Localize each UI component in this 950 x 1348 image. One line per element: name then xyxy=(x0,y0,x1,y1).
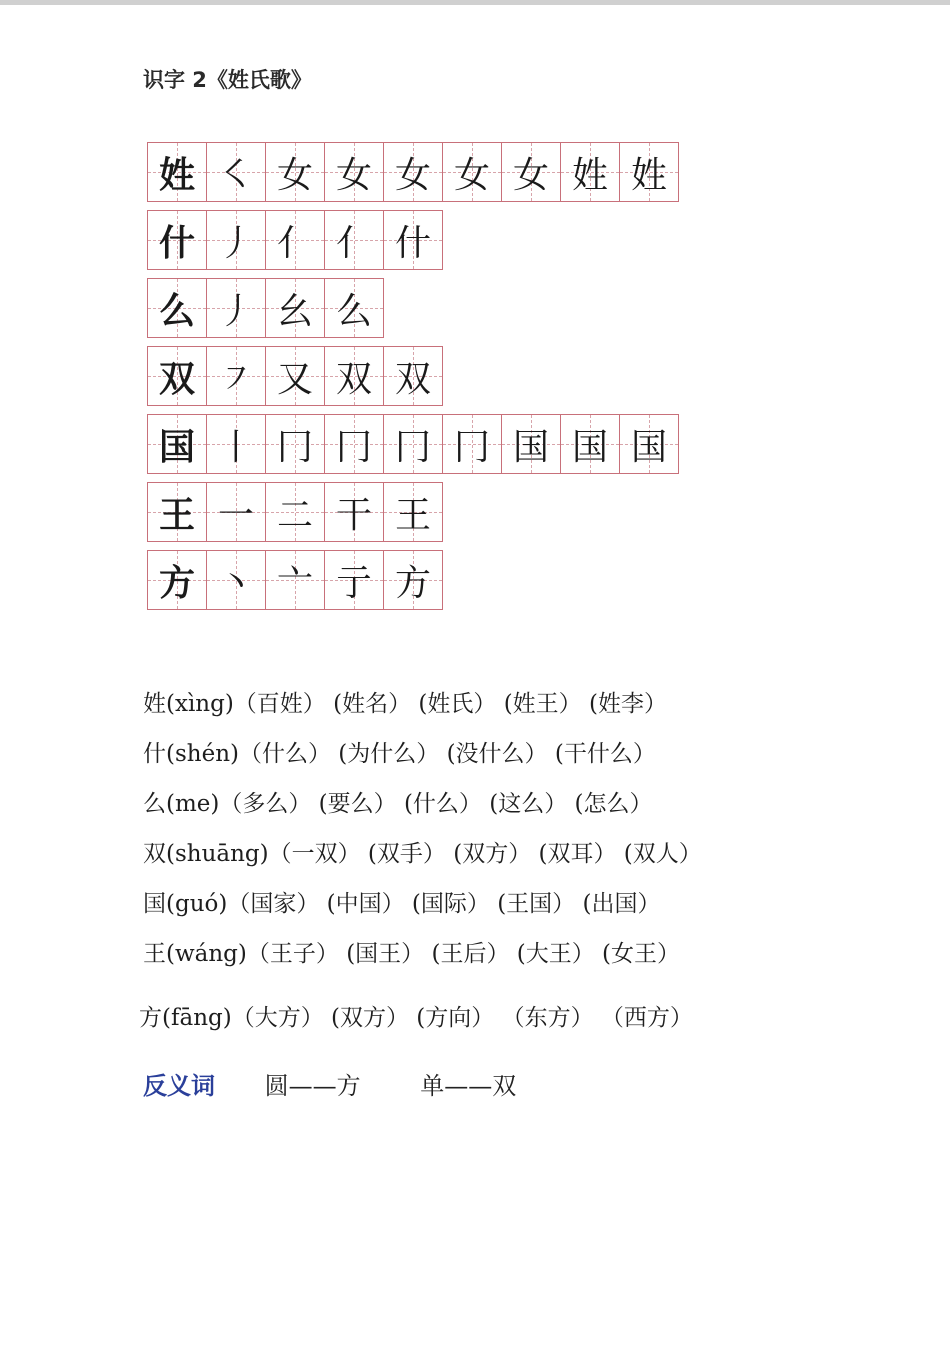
grid-cell xyxy=(147,346,207,406)
grid-cell xyxy=(443,142,502,202)
grid-cell xyxy=(325,278,384,338)
word-line-me: 么(me)（多么） (要么） (什么） (这么） (怎么） xyxy=(143,791,653,817)
cell-char: 亍 xyxy=(335,562,372,604)
cell-char: 女 xyxy=(276,154,313,196)
grid-cell xyxy=(266,278,325,338)
top-border xyxy=(0,0,950,5)
cell-char: 亻 xyxy=(276,222,313,264)
cell-char: 国 xyxy=(512,426,549,468)
grid-cell xyxy=(384,550,443,610)
grid-cell xyxy=(384,482,443,542)
antonym-section xyxy=(143,1066,568,1101)
grid-cell xyxy=(620,142,679,202)
word-list xyxy=(139,684,702,1048)
grid-cell xyxy=(325,414,384,474)
stroke-row-guo xyxy=(147,414,679,474)
word-line-guo: 国(guó)（国家） (中国） (国际） (王国） (出国） xyxy=(143,891,661,917)
cell-char: ㇛ xyxy=(217,154,254,196)
grid-cell xyxy=(266,210,325,270)
cell-char: 幺 xyxy=(276,290,313,332)
cell-char: 双 xyxy=(394,358,431,400)
cell-char: 姓 xyxy=(630,154,667,196)
cell-char: 冂 xyxy=(335,426,372,468)
word-line-shen: 什(shén)（什么） (为什么） (没什么） (干什么） xyxy=(143,741,656,767)
grid-cell xyxy=(561,142,620,202)
cell-char: 双 xyxy=(335,358,372,400)
cell-char: 方 xyxy=(394,562,431,604)
stroke-row-wang xyxy=(147,482,679,542)
grid-cell xyxy=(147,210,207,270)
grid-cell xyxy=(325,210,384,270)
cell-char: 国 xyxy=(630,426,667,468)
word-line-xing: 姓(xìng)（百姓） (姓名） (姓氏） (姓王） (姓李） xyxy=(143,691,667,717)
grid-cell xyxy=(207,210,266,270)
grid-cell xyxy=(207,278,266,338)
grid-cell xyxy=(384,142,443,202)
grid-cell xyxy=(207,142,266,202)
cell-char: 一 xyxy=(217,494,254,536)
grid-cell xyxy=(325,142,384,202)
cell-char: 冂 xyxy=(394,426,431,468)
grid-cell xyxy=(561,414,620,474)
grid-cell xyxy=(266,550,325,610)
grid-cell xyxy=(207,482,266,542)
grid-cell xyxy=(207,346,266,406)
cell-char: ㇇ xyxy=(217,358,254,400)
grid-cell xyxy=(147,142,207,202)
antonym-pair: 单——双 xyxy=(420,1072,517,1100)
cell-char: 女 xyxy=(394,154,431,196)
grid-cell xyxy=(384,210,443,270)
cell-char: 又 xyxy=(276,358,313,400)
grid-cell xyxy=(443,414,502,474)
grid-cell xyxy=(266,142,325,202)
grid-cell xyxy=(147,550,207,610)
cell-char: 国 xyxy=(571,426,608,468)
grid-cell xyxy=(207,550,266,610)
cell-char: 亠 xyxy=(276,562,313,604)
grid-cell xyxy=(147,482,207,542)
grid-cell xyxy=(207,414,266,474)
cell-char: 干 xyxy=(335,494,372,536)
cell-char: 丶 xyxy=(217,562,254,604)
word-line-shuang: 双(shuāng)（一双） (双手） (双方） (双耳） (双人） xyxy=(143,841,702,867)
stroke-row-me xyxy=(147,278,679,338)
cell-char: 么 xyxy=(158,289,195,332)
grid-cell xyxy=(325,550,384,610)
word-line-fang: 方(fāng)（大方） (双方） (方向） （东方） （西方） xyxy=(139,1005,693,1031)
cell-char: 二 xyxy=(276,494,313,536)
grid-cell xyxy=(266,414,325,474)
grid-cell xyxy=(384,346,443,406)
grid-cell xyxy=(502,414,561,474)
page-title: 识字 2《姓氏歌》 xyxy=(143,68,312,92)
cell-char: 女 xyxy=(335,154,372,196)
grid-cell xyxy=(147,414,207,474)
cell-char: 冂 xyxy=(276,426,313,468)
cell-char: 丿 xyxy=(217,222,254,264)
antonym-pair: 圆——方 xyxy=(264,1072,361,1100)
cell-char: 冂 xyxy=(453,426,490,468)
grid-cell xyxy=(620,414,679,474)
cell-char: 丨 xyxy=(217,426,254,468)
cell-char: 女 xyxy=(512,154,549,196)
cell-char: 姓 xyxy=(158,153,195,196)
cell-char: 亻 xyxy=(335,222,372,264)
grid-cell xyxy=(147,278,207,338)
cell-char: 什 xyxy=(158,221,195,264)
grid-cell xyxy=(384,414,443,474)
cell-char: 什 xyxy=(394,222,431,264)
grid-cell xyxy=(325,346,384,406)
cell-char: 王 xyxy=(394,494,431,536)
grid-cell xyxy=(502,142,561,202)
antonym-label: 反义词 xyxy=(143,1071,215,1100)
cell-char: 国 xyxy=(158,425,195,468)
cell-char: 姓 xyxy=(571,154,608,196)
grid-cell xyxy=(266,346,325,406)
word-line-wang: 王(wáng)（王子） (国王） (王后） (大王） (女王） xyxy=(143,941,681,967)
stroke-order-grid xyxy=(147,142,679,618)
cell-char: 方 xyxy=(158,561,195,604)
grid-cell xyxy=(325,482,384,542)
stroke-row-xing xyxy=(147,142,679,202)
cell-char: 女 xyxy=(453,154,490,196)
stroke-row-shuang xyxy=(147,346,679,406)
cell-char: 王 xyxy=(158,493,195,536)
stroke-row-shen xyxy=(147,210,679,270)
cell-char: 双 xyxy=(158,357,195,400)
cell-char: 丿 xyxy=(217,290,254,332)
stroke-row-fang xyxy=(147,550,679,610)
cell-char: 么 xyxy=(335,290,372,332)
grid-cell xyxy=(266,482,325,542)
